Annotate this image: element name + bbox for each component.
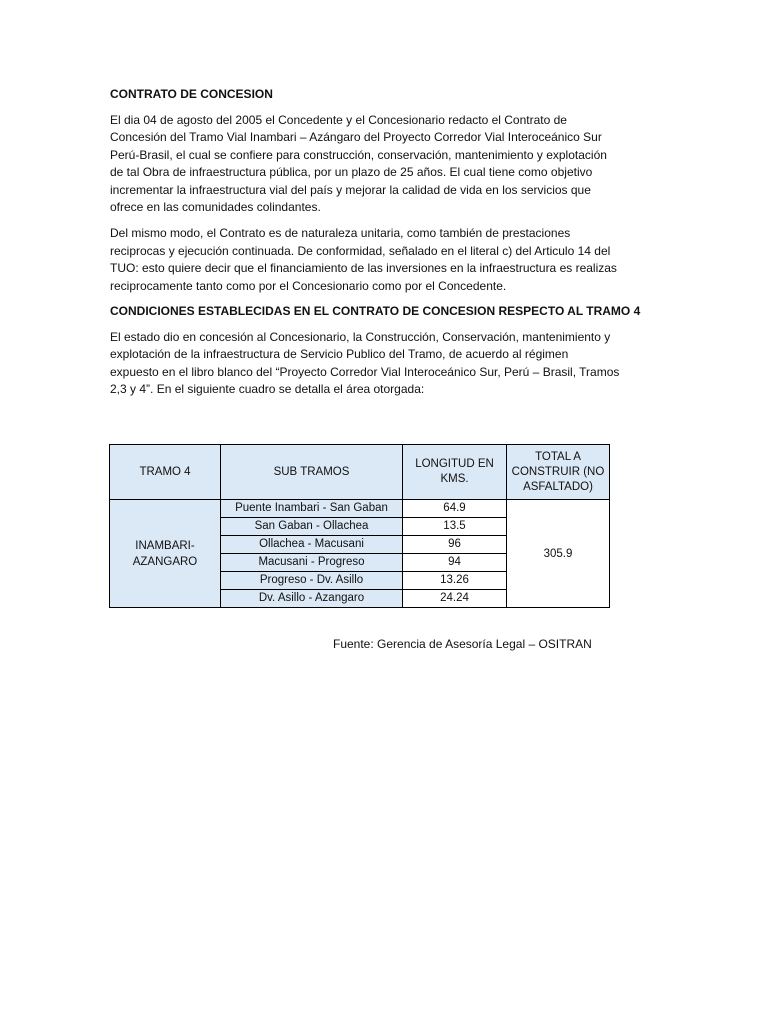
longitud-cell: 24.24 <box>403 590 507 608</box>
tramo-name-line: AZANGARO <box>132 555 198 568</box>
table-header-row <box>110 445 610 500</box>
paragraph-intro <box>110 112 655 216</box>
header-longitud <box>403 445 507 500</box>
paragraph-conditions <box>110 329 655 399</box>
total-cell: 305.9 <box>507 500 610 608</box>
text-line: expuesto en el libro blanco del “Proyecto Corredor Vial Interoceánico Sur, Perú – Brasil, Tramos <box>110 364 620 379</box>
sub-tramo-cell: Puente Inambari - San Gaban <box>221 500 403 518</box>
text-line: reciprocamente tanto como por el Concesionario como por el Concedente. <box>110 278 507 293</box>
text-line: reciprocas y ejecución continuada. De conformidad, señalado en el literal c) del Articulo 14 del <box>110 243 611 258</box>
header-longitud-line: LONGITUD EN <box>415 458 494 470</box>
tramo-table <box>109 444 610 608</box>
section-heading: CONDICIONES ESTABLECIDAS EN EL CONTRATO DE CONCESION RESPECTO AL TRAMO 4 <box>110 304 641 319</box>
tramo-name-cell <box>110 500 221 608</box>
text-line: incrementar la infraestructura vial del país y mejorar la calidad de vida en los servicios que <box>110 182 591 197</box>
header-longitud-line: KMS. <box>440 473 469 485</box>
header-total <box>507 445 610 500</box>
sub-tramo-cell: Dv. Asillo - Azangaro <box>221 590 403 608</box>
longitud-cell: 96 <box>403 536 507 554</box>
tramo-name-line: INAMBARI- <box>135 539 195 552</box>
sub-tramo-cell: Macusani - Progreso <box>221 554 403 572</box>
text-line: El estado dio en concesión al Concesionario, la Construcción, Conservación, mantenimiento y <box>110 330 611 345</box>
document-body <box>110 86 655 399</box>
text-line: ofrece en las comunidades colindantes. <box>110 200 321 215</box>
text-line: El dia 04 de agosto del 2005 el Concedente y el Concesionario redacto el Contrato de <box>110 113 567 127</box>
sub-tramo-cell: Ollachea - Macusani <box>221 536 403 554</box>
longitud-cell: 64.9 <box>403 500 507 518</box>
header-sub-tramos: SUB TRAMOS <box>221 445 403 500</box>
text-line: 2,3 y 4”. En el siguiente cuadro se detalla el área otorgada: <box>110 382 425 397</box>
source-caption: Fuente: Gerencia de Asesoría Legal – OSITRAN <box>333 637 592 651</box>
text-line: TUO: esto quiere decir que el financiamiento de las inversiones en la infraestructura es realizas <box>110 261 617 276</box>
longitud-cell: 13.5 <box>403 518 507 536</box>
header-total-line: TOTAL A <box>535 450 581 463</box>
header-tramo: TRAMO 4 <box>110 445 221 500</box>
text-line: Perú-Brasil, el cual se confiere para construcción, conservación, mantenimiento y explotación <box>110 147 607 162</box>
text-line: explotación de la infraestructura de Servicio Publico del Tramo, de acuerdo al régimen <box>110 347 569 362</box>
document-title: CONTRATO DE CONCESION <box>110 87 273 101</box>
text-line: Concesión del Tramo Vial Inambari – Azángaro del Proyecto Corredor Vial Interoceánico Sur <box>110 130 602 145</box>
paragraph-nature <box>110 225 655 295</box>
text-line: Del mismo modo, el Contrato es de naturaleza unitaria, como también de prestaciones <box>110 226 571 241</box>
sub-tramo-cell: San Gaban - Ollachea <box>221 518 403 536</box>
text-line: de tal Obra de infraestructura pública, por un plazo de 25 años. El cual tiene como objetivo <box>110 165 593 180</box>
longitud-cell: 13.26 <box>403 572 507 590</box>
header-total-line: ASFALTADO) <box>523 480 593 493</box>
table-row <box>110 500 610 518</box>
sub-tramo-cell: Progreso - Dv. Asillo <box>221 572 403 590</box>
header-total-line: CONSTRUIR (NO <box>511 465 605 478</box>
longitud-cell: 94 <box>403 554 507 572</box>
